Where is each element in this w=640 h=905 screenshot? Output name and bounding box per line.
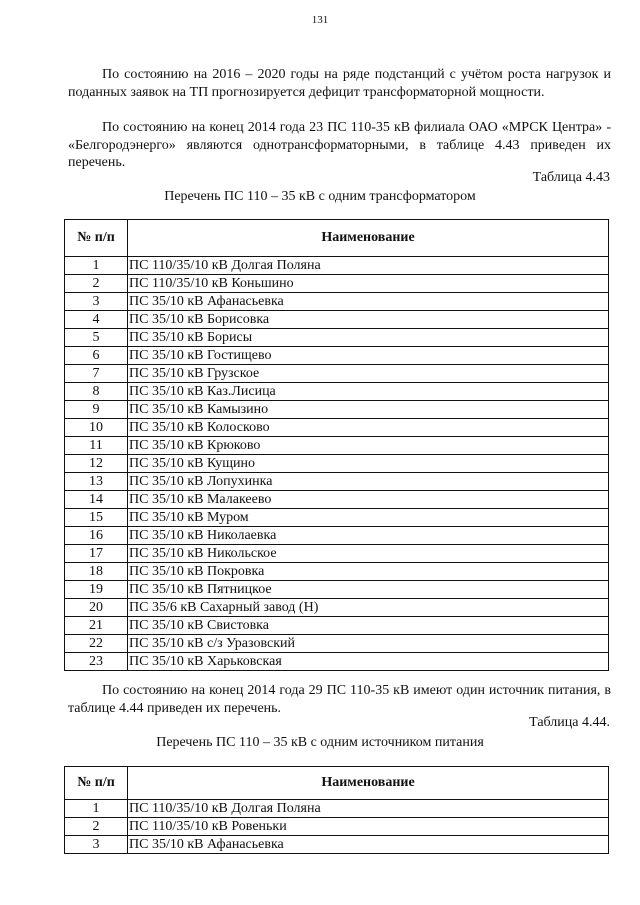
header-name: Наименование bbox=[128, 220, 609, 257]
single-transformer-table bbox=[64, 219, 609, 671]
substation-name: ПС 35/10 кВ Крюково bbox=[128, 437, 609, 455]
table-row bbox=[65, 653, 609, 671]
paragraph-single-transformer: По состоянию на конец 2014 года 23 ПС 110-35 кВ филиала ОАО «МРСК Центра» - «Белгородэнерго» являются однотрансформаторными, в таблице 4.43 приведен их перечень. bbox=[68, 120, 611, 170]
table-row bbox=[65, 365, 609, 383]
substation-name: ПС 35/6 кВ Сахарный завод (Н) bbox=[128, 599, 609, 617]
row-number: 18 bbox=[65, 563, 128, 581]
substation-name: ПС 35/10 кВ Никольское bbox=[128, 545, 609, 563]
table-row bbox=[65, 275, 609, 293]
header-name: Наименование bbox=[128, 767, 609, 800]
substation-name: ПС 35/10 кВ Колосково bbox=[128, 419, 609, 437]
substation-name: ПС 35/10 кВ Покровка bbox=[128, 563, 609, 581]
row-number: 16 bbox=[65, 527, 128, 545]
table-header-row bbox=[65, 767, 609, 800]
row-number: 17 bbox=[65, 545, 128, 563]
table2-label: Таблица 4.44. bbox=[529, 715, 610, 730]
single-source-table bbox=[64, 766, 609, 854]
table-row bbox=[65, 635, 609, 653]
substation-name: ПС 35/10 кВ Борисы bbox=[128, 329, 609, 347]
table-row bbox=[65, 419, 609, 437]
table-row bbox=[65, 455, 609, 473]
row-number: 6 bbox=[65, 347, 128, 365]
row-number: 10 bbox=[65, 419, 128, 437]
row-number: 2 bbox=[65, 275, 128, 293]
substation-name: ПС 35/10 кВ Свистовка bbox=[128, 617, 609, 635]
table-row bbox=[65, 473, 609, 491]
row-number: 5 bbox=[65, 329, 128, 347]
row-number: 12 bbox=[65, 455, 128, 473]
substation-name: ПС 110/35/10 кВ Долгая Поляна bbox=[128, 257, 609, 275]
row-number: 19 bbox=[65, 581, 128, 599]
row-number: 14 bbox=[65, 491, 128, 509]
substation-name: ПС 35/10 кВ Камызино bbox=[128, 401, 609, 419]
paragraph-single-source: По состоянию на конец 2014 года 29 ПС 110-35 кВ имеют один источник питания, в таблице 4.44 приведен их перечень. bbox=[68, 683, 611, 716]
table1-title: Перечень ПС 110 – 35 кВ с одним трансформатором bbox=[164, 189, 476, 204]
row-number: 1 bbox=[65, 257, 128, 275]
row-number: 15 bbox=[65, 509, 128, 527]
table-row bbox=[65, 401, 609, 419]
table-row bbox=[65, 563, 609, 581]
substation-name: ПС 110/35/10 кВ Ровеньки bbox=[128, 818, 609, 836]
table-row bbox=[65, 311, 609, 329]
row-number: 20 bbox=[65, 599, 128, 617]
substation-name: ПС 35/10 кВ Афанасьевка bbox=[128, 293, 609, 311]
table-row bbox=[65, 509, 609, 527]
table2-body bbox=[65, 800, 609, 854]
row-number: 21 bbox=[65, 617, 128, 635]
row-number: 23 bbox=[65, 653, 128, 671]
substation-name: ПС 35/10 кВ с/з Уразовский bbox=[128, 635, 609, 653]
row-number: 3 bbox=[65, 836, 128, 854]
substation-name: ПС 35/10 кВ Николаевка bbox=[128, 527, 609, 545]
row-number: 9 bbox=[65, 401, 128, 419]
table-row bbox=[65, 545, 609, 563]
substation-name: ПС 35/10 кВ Афанасьевка bbox=[128, 836, 609, 854]
row-number: 11 bbox=[65, 437, 128, 455]
row-number: 4 bbox=[65, 311, 128, 329]
substation-name: ПС 35/10 кВ Гостищево bbox=[128, 347, 609, 365]
row-number: 1 bbox=[65, 800, 128, 818]
table-row bbox=[65, 347, 609, 365]
substation-name: ПС 110/35/10 кВ Коньшино bbox=[128, 275, 609, 293]
substation-name: ПС 35/10 кВ Малакеево bbox=[128, 491, 609, 509]
table-row bbox=[65, 437, 609, 455]
substation-name: ПС 35/10 кВ Харьковская bbox=[128, 653, 609, 671]
header-number: № п/п bbox=[65, 220, 128, 257]
table-row bbox=[65, 383, 609, 401]
substation-name: ПС 35/10 кВ Лопухинка bbox=[128, 473, 609, 491]
row-number: 3 bbox=[65, 293, 128, 311]
table-header-row bbox=[65, 220, 609, 257]
table-row bbox=[65, 257, 609, 275]
table1-label: Таблица 4.43 bbox=[532, 170, 610, 185]
paragraph-deficit: По состоянию на 2016 – 2020 годы на ряде подстанций с учётом роста нагрузок и поданных заявок на ТП прогнозируется дефицит трансформаторной мощности. bbox=[68, 67, 611, 100]
table-row bbox=[65, 599, 609, 617]
table-row bbox=[65, 800, 609, 818]
substation-name: ПС 35/10 кВ Грузское bbox=[128, 365, 609, 383]
substation-name: ПС 35/10 кВ Муром bbox=[128, 509, 609, 527]
row-number: 8 bbox=[65, 383, 128, 401]
table-row bbox=[65, 617, 609, 635]
substation-name: ПС 110/35/10 кВ Долгая Поляна bbox=[128, 800, 609, 818]
page-number: 131 bbox=[311, 14, 329, 26]
header-number: № п/п bbox=[65, 767, 128, 800]
table-row bbox=[65, 329, 609, 347]
row-number: 2 bbox=[65, 818, 128, 836]
row-number: 13 bbox=[65, 473, 128, 491]
table-row bbox=[65, 293, 609, 311]
table-row bbox=[65, 581, 609, 599]
table1-body bbox=[65, 257, 609, 671]
row-number: 22 bbox=[65, 635, 128, 653]
table-row bbox=[65, 491, 609, 509]
row-number: 7 bbox=[65, 365, 128, 383]
table-row bbox=[65, 818, 609, 836]
substation-name: ПС 35/10 кВ Пятницкое bbox=[128, 581, 609, 599]
table-row bbox=[65, 836, 609, 854]
substation-name: ПС 35/10 кВ Кущино bbox=[128, 455, 609, 473]
substation-name: ПС 35/10 кВ Борисовка bbox=[128, 311, 609, 329]
table2-title: Перечень ПС 110 – 35 кВ с одним источником питания bbox=[156, 735, 484, 750]
substation-name: ПС 35/10 кВ Каз.Лисица bbox=[128, 383, 609, 401]
table-row bbox=[65, 527, 609, 545]
